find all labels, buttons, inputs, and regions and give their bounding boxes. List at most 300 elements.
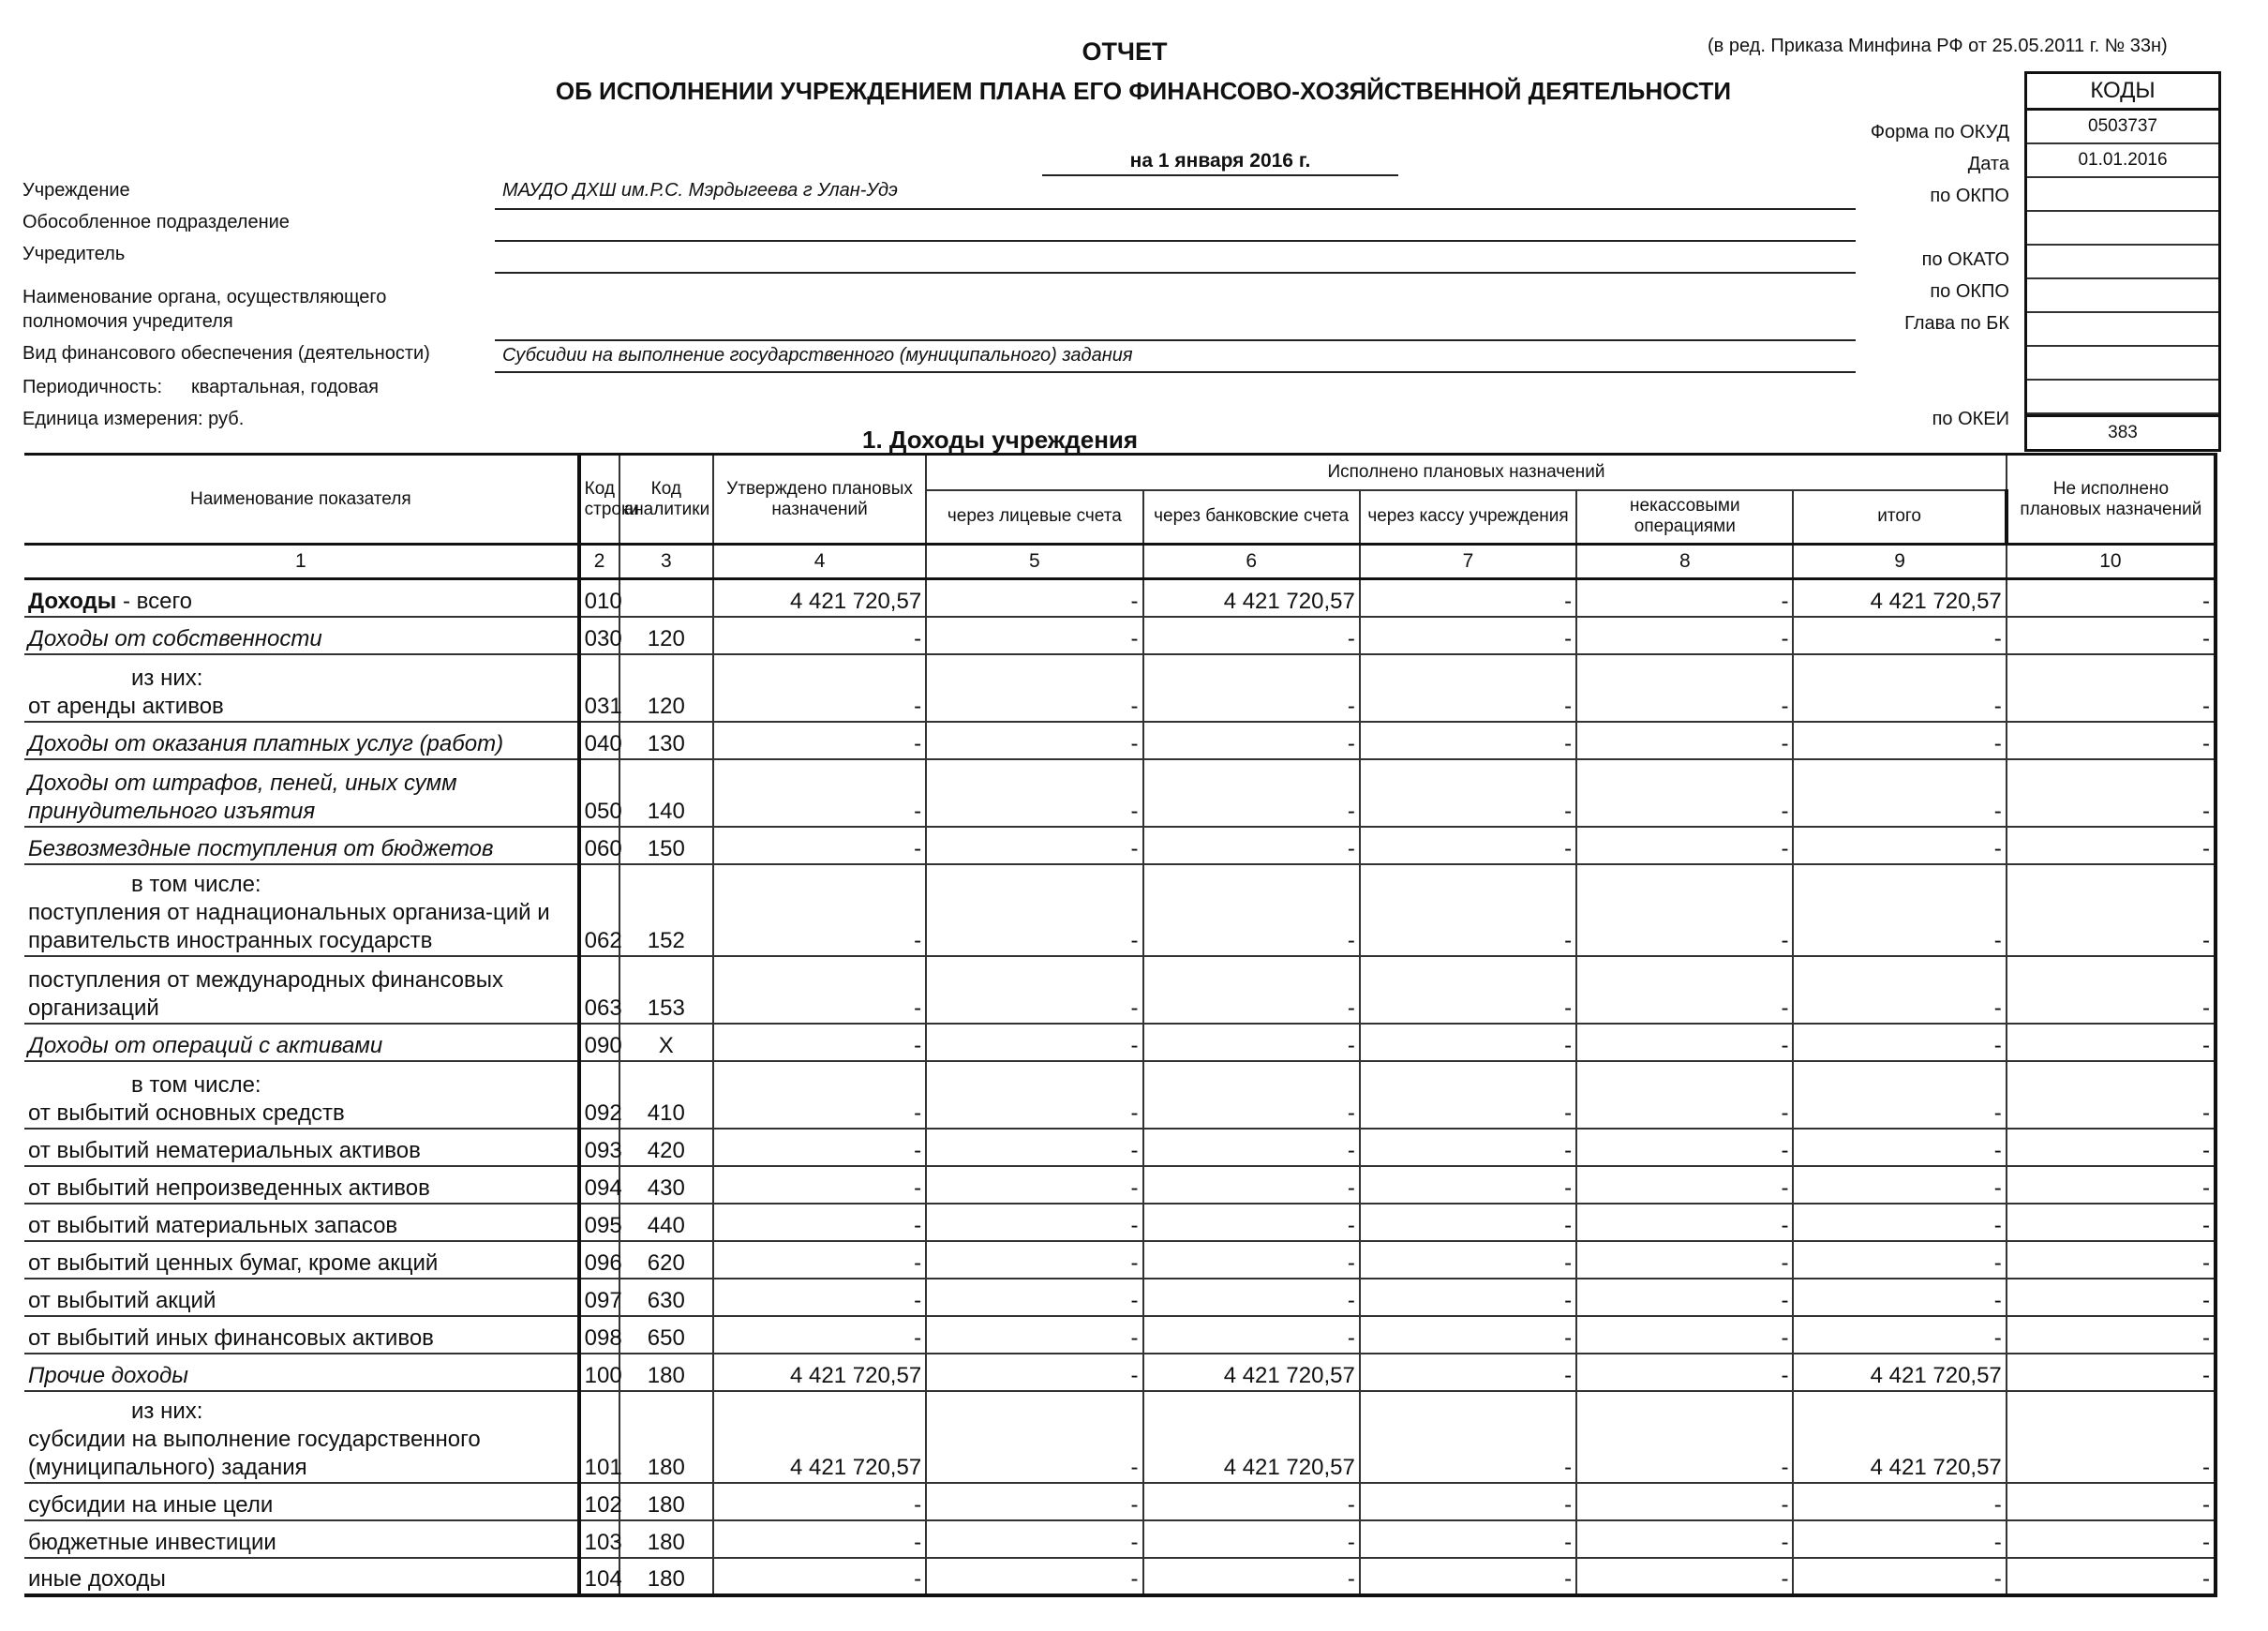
table-row: [24, 1316, 2216, 1354]
row-name: [24, 1204, 579, 1241]
finance-line: [495, 371, 1856, 373]
authority-label-1: Наименование органа, осуществляющего: [22, 287, 387, 307]
cell-total: -: [1793, 759, 2006, 827]
cell-via-personal: -: [926, 827, 1142, 864]
th-name: Наименование показателя: [24, 455, 579, 545]
row-code: 094: [579, 1166, 619, 1204]
code-label-blank2: [1691, 339, 2009, 371]
cell-via-personal: -: [926, 956, 1142, 1024]
cell-noncash: -: [1576, 654, 1793, 722]
cell-approved: -: [713, 1558, 926, 1595]
cell-approved: -: [713, 1316, 926, 1354]
row-label: от выбытий непроизведенных активов: [28, 1175, 430, 1201]
row-label: поступления от наднациональных организа-ций и правительств иностранных государств: [28, 899, 550, 953]
cell-via-bank: -: [1143, 722, 1360, 759]
edition-note: (в ред. Приказа Минфина РФ от 25.05.2011 г. № 33н): [1708, 36, 2168, 56]
cell-approved: -: [713, 864, 926, 956]
row-name: [24, 579, 579, 617]
cell-noncash: -: [1576, 579, 1793, 617]
cell-total: -: [1793, 1520, 2006, 1558]
cell-not-executed: -: [2007, 956, 2216, 1024]
cell-via-personal: -: [926, 1316, 1142, 1354]
cell-approved: -: [713, 1024, 926, 1061]
code-label-okei: по ОКЕИ: [1932, 409, 2009, 429]
cell-not-executed: -: [2007, 1483, 2216, 1520]
code-glava: [2027, 313, 2218, 347]
row-name: [24, 1354, 579, 1391]
row-code: 010: [579, 579, 619, 617]
founder-line: [495, 272, 1856, 274]
report-date: на 1 января 2016 г.: [1042, 150, 1398, 176]
cell-via-cash: -: [1360, 1391, 1576, 1483]
cell-via-bank: -: [1143, 1241, 1360, 1279]
row-code: 031: [579, 654, 619, 722]
cell-total: 4 421 720,57: [1793, 579, 2006, 617]
cell-via-personal: -: [926, 654, 1142, 722]
th-not-executed: Не исполнено плановых назначений: [2007, 455, 2216, 545]
row-label: от выбытий ценных бумаг, кроме акций: [28, 1249, 439, 1276]
codes-title: КОДЫ: [2027, 74, 2218, 111]
code-label-glava: Глава по БК: [1904, 313, 2009, 334]
cell-not-executed: -: [2007, 1129, 2216, 1166]
row-code: 050: [579, 759, 619, 827]
cell-noncash: -: [1576, 1241, 1793, 1279]
row-code: 096: [579, 1241, 619, 1279]
unit-label: Единица измерения: руб.: [22, 409, 245, 429]
institution-label: Учреждение: [22, 180, 130, 201]
table-row: [24, 579, 2216, 617]
row-analytics-code: 120: [619, 654, 713, 722]
cell-via-bank: -: [1143, 654, 1360, 722]
cell-not-executed: -: [2007, 1354, 2216, 1391]
institution-value: МАУДО ДХШ им.Р.С. Мэрдыгеева г Улан-Удэ: [502, 180, 898, 201]
cell-via-cash: -: [1360, 1241, 1576, 1279]
row-name: [24, 1483, 579, 1520]
table-body: [24, 579, 2216, 1595]
code-blank1: [2027, 212, 2218, 246]
row-code: 100: [579, 1354, 619, 1391]
row-suffix: - всего: [116, 588, 193, 614]
row-code: 060: [579, 827, 619, 864]
cell-via-cash: -: [1360, 1279, 1576, 1316]
income-table: [24, 453, 2217, 1597]
cell-via-bank: -: [1143, 1483, 1360, 1520]
cell-not-executed: -: [2007, 654, 2216, 722]
row-name: [24, 759, 579, 827]
cell-via-bank: -: [1143, 617, 1360, 654]
row-label: Доходы от штрафов, пеней, иных сумм принудительного изъятия: [28, 770, 457, 824]
row-label: поступления от международных финансовых организаций: [28, 966, 503, 1021]
cell-noncash: -: [1576, 1391, 1793, 1483]
table-row: [24, 1558, 2216, 1595]
cell-via-cash: -: [1360, 956, 1576, 1024]
row-analytics-code: 180: [619, 1558, 713, 1595]
row-analytics-code: [619, 579, 713, 617]
th-noncash: некассовыми операциями: [1576, 490, 1793, 545]
cell-approved: -: [713, 1483, 926, 1520]
th-executed-group: Исполнено плановых назначений: [926, 455, 2007, 490]
cell-via-cash: -: [1360, 1316, 1576, 1354]
cell-via-bank: -: [1143, 1024, 1360, 1061]
table-row: [24, 1129, 2216, 1166]
cell-noncash: -: [1576, 1520, 1793, 1558]
cell-noncash: -: [1576, 1279, 1793, 1316]
cell-total: -: [1793, 722, 2006, 759]
row-name: [24, 617, 579, 654]
cell-via-personal: -: [926, 1279, 1142, 1316]
cell-via-personal: -: [926, 617, 1142, 654]
code-blank2: [2027, 347, 2218, 381]
cell-noncash: -: [1576, 956, 1793, 1024]
code-label-okud: Форма по ОКУД: [1870, 122, 2009, 142]
row-code: 098: [579, 1316, 619, 1354]
row-analytics-code: 440: [619, 1204, 713, 1241]
periodicity-value: квартальная, годовая: [191, 377, 379, 397]
cell-noncash: -: [1576, 1061, 1793, 1129]
code-label-okpo: по ОКПО: [1930, 186, 2009, 206]
code-okato: [2027, 246, 2218, 279]
table-row: [24, 956, 2216, 1024]
row-name: [24, 827, 579, 864]
cell-via-bank: 4 421 720,57: [1143, 579, 1360, 617]
th-approved: Утверждено плановых назначений: [713, 455, 926, 545]
table-row: [24, 1483, 2216, 1520]
cell-via-cash: -: [1360, 1024, 1576, 1061]
finance-value: Субсидии на выполнение государственного (муниципального) задания: [502, 345, 1133, 366]
division-line: [495, 240, 1856, 242]
cell-via-cash: -: [1360, 1166, 1576, 1204]
row-code: 095: [579, 1204, 619, 1241]
row-code: 030: [579, 617, 619, 654]
row-code: 092: [579, 1061, 619, 1129]
row-name: [24, 1241, 579, 1279]
row-prefix: в том числе:: [131, 871, 261, 897]
cell-not-executed: -: [2007, 1204, 2216, 1241]
row-name: [24, 654, 579, 722]
th-num-3: 3: [619, 545, 713, 579]
cell-via-personal: -: [926, 1391, 1142, 1483]
cell-not-executed: -: [2007, 1024, 2216, 1061]
row-code: 097: [579, 1279, 619, 1316]
row-code: 103: [579, 1520, 619, 1558]
cell-via-cash: -: [1360, 759, 1576, 827]
cell-via-cash: -: [1360, 617, 1576, 654]
cell-total: -: [1793, 1129, 2006, 1166]
cell-total: -: [1793, 1061, 2006, 1129]
cell-via-personal: -: [926, 1241, 1142, 1279]
table-row: [24, 1354, 2216, 1391]
cell-not-executed: -: [2007, 1391, 2216, 1483]
cell-via-personal: -: [926, 1558, 1142, 1595]
cell-total: -: [1793, 654, 2006, 722]
row-code: 093: [579, 1129, 619, 1166]
table-row: [24, 1024, 2216, 1061]
cell-approved: -: [713, 956, 926, 1024]
cell-via-bank: -: [1143, 759, 1360, 827]
cell-via-bank: -: [1143, 864, 1360, 956]
code-label-okato: по ОКАТО: [1921, 249, 2009, 270]
code-okpo2: [2027, 279, 2218, 313]
cell-total: -: [1793, 1204, 2006, 1241]
cell-via-personal: -: [926, 722, 1142, 759]
cell-noncash: -: [1576, 759, 1793, 827]
table-row: [24, 1391, 2216, 1483]
cell-via-personal: -: [926, 579, 1142, 617]
row-prefix: в том числе:: [131, 1071, 261, 1098]
cell-via-personal: -: [926, 1129, 1142, 1166]
row-analytics-code: 180: [619, 1520, 713, 1558]
codes-labels: [1691, 116, 2009, 435]
cell-not-executed: -: [2007, 579, 2216, 617]
cell-via-personal: -: [926, 759, 1142, 827]
code-okei: 383: [2027, 414, 2218, 449]
cell-approved: -: [713, 1204, 926, 1241]
row-label: от выбытий основных средств: [28, 1100, 345, 1126]
row-analytics-code: 150: [619, 827, 713, 864]
table-row: [24, 1520, 2216, 1558]
cell-total: -: [1793, 956, 2006, 1024]
code-blank3: [2027, 381, 2218, 414]
cell-total: -: [1793, 1558, 2006, 1595]
cell-total: -: [1793, 617, 2006, 654]
row-label: субсидии на выполнение государственного (муниципального) задания: [28, 1426, 481, 1480]
th-via-personal: через лицевые счета: [926, 490, 1142, 545]
row-analytics-code: 140: [619, 759, 713, 827]
cell-total: -: [1793, 1483, 2006, 1520]
th-via-cash: через кассу учреждения: [1360, 490, 1576, 545]
cell-noncash: -: [1576, 1204, 1793, 1241]
codes-box: [2024, 71, 2221, 452]
row-analytics-code: 410: [619, 1061, 713, 1129]
cell-via-cash: -: [1360, 1558, 1576, 1595]
row-name: [24, 1558, 579, 1595]
cell-not-executed: -: [2007, 1316, 2216, 1354]
row-code: 101: [579, 1391, 619, 1483]
cell-approved: 4 421 720,57: [713, 579, 926, 617]
cell-via-personal: -: [926, 1483, 1142, 1520]
code-label-okpo2: по ОКПО: [1930, 281, 2009, 302]
row-code: 040: [579, 722, 619, 759]
row-code: 063: [579, 956, 619, 1024]
cell-via-personal: -: [926, 1520, 1142, 1558]
row-analytics-code: 430: [619, 1166, 713, 1204]
cell-via-cash: -: [1360, 1061, 1576, 1129]
row-name: [24, 1166, 579, 1204]
row-name: [24, 1024, 579, 1061]
cell-total: 4 421 720,57: [1793, 1391, 2006, 1483]
cell-approved: 4 421 720,57: [713, 1391, 926, 1483]
cell-via-personal: -: [926, 1354, 1142, 1391]
cell-not-executed: -: [2007, 1241, 2216, 1279]
th-num-4: 4: [713, 545, 926, 579]
cell-approved: -: [713, 722, 926, 759]
row-label: Доходы от операций с активами: [28, 1032, 383, 1058]
row-label: бюджетные инвестиции: [28, 1529, 276, 1555]
code-date: 01.01.2016: [2027, 144, 2218, 178]
row-analytics-code: 180: [619, 1483, 713, 1520]
row-code: 090: [579, 1024, 619, 1061]
cell-via-cash: -: [1360, 1204, 1576, 1241]
th-code-row: Код строки: [579, 455, 619, 545]
th-num-10: 10: [2007, 545, 2216, 579]
cell-not-executed: -: [2007, 1166, 2216, 1204]
row-label: от выбытий иных финансовых активов: [28, 1324, 434, 1351]
cell-total: -: [1793, 1241, 2006, 1279]
th-num-5: 5: [926, 545, 1142, 579]
cell-total: -: [1793, 1166, 2006, 1204]
code-label-date: Дата: [1967, 154, 2009, 174]
cell-total: -: [1793, 1024, 2006, 1061]
cell-via-bank: -: [1143, 1279, 1360, 1316]
cell-via-personal: -: [926, 864, 1142, 956]
table-row: [24, 1061, 2216, 1129]
cell-via-cash: -: [1360, 864, 1576, 956]
cell-via-bank: -: [1143, 1129, 1360, 1166]
th-num-7: 7: [1360, 545, 1576, 579]
row-prefix: из них:: [131, 665, 203, 691]
authority-label-2: полномочия учредителя: [22, 311, 233, 332]
row-analytics-code: Х: [619, 1024, 713, 1061]
cell-not-executed: -: [2007, 617, 2216, 654]
row-name: [24, 1129, 579, 1166]
row-name: [24, 1061, 579, 1129]
table-row: [24, 1166, 2216, 1204]
table-row: [24, 617, 2216, 654]
row-name: [24, 956, 579, 1024]
cell-not-executed: -: [2007, 722, 2216, 759]
cell-not-executed: -: [2007, 1558, 2216, 1595]
table-row: [24, 1279, 2216, 1316]
cell-via-personal: -: [926, 1061, 1142, 1129]
cell-noncash: -: [1576, 1166, 1793, 1204]
cell-not-executed: -: [2007, 827, 2216, 864]
cell-via-cash: -: [1360, 827, 1576, 864]
row-label: Доходы от собственности: [28, 625, 322, 651]
th-via-bank: через банковские счета: [1143, 490, 1360, 545]
cell-approved: -: [713, 759, 926, 827]
cell-not-executed: -: [2007, 1520, 2216, 1558]
code-label-blank3: [1691, 371, 2009, 403]
cell-not-executed: -: [2007, 864, 2216, 956]
cell-approved: -: [713, 1129, 926, 1166]
cell-via-personal: -: [926, 1024, 1142, 1061]
th-code-anal: Код аналитики: [619, 455, 713, 545]
th-num-6: 6: [1143, 545, 1360, 579]
row-label: субсидии на иные цели: [28, 1491, 274, 1518]
cell-noncash: -: [1576, 827, 1793, 864]
periodicity-label: Периодичность:: [22, 377, 163, 397]
row-label: Доходы: [28, 588, 117, 614]
cell-noncash: -: [1576, 617, 1793, 654]
row-label: Доходы от оказания платных услуг (работ): [28, 730, 504, 756]
cell-via-bank: -: [1143, 1061, 1360, 1129]
row-code: 102: [579, 1483, 619, 1520]
founder-label: Учредитель: [22, 244, 126, 264]
code-label-blank1: [1691, 212, 2009, 244]
cell-via-personal: -: [926, 1204, 1142, 1241]
cell-via-bank: 4 421 720,57: [1143, 1391, 1360, 1483]
code-okpo: [2027, 178, 2218, 212]
th-num-8: 8: [1576, 545, 1793, 579]
row-analytics-code: 120: [619, 617, 713, 654]
cell-via-cash: -: [1360, 1483, 1576, 1520]
cell-total: -: [1793, 827, 2006, 864]
cell-noncash: -: [1576, 1558, 1793, 1595]
cell-noncash: -: [1576, 1129, 1793, 1166]
division-label: Обособленное подразделение: [22, 212, 290, 232]
row-analytics-code: 420: [619, 1129, 713, 1166]
table-row: [24, 827, 2216, 864]
cell-via-cash: -: [1360, 1520, 1576, 1558]
section-title: 1. Доходы учреждения: [862, 426, 1139, 454]
cell-approved: -: [713, 617, 926, 654]
cell-via-bank: 4 421 720,57: [1143, 1354, 1360, 1391]
row-label: Безвозмездные поступления от бюджетов: [28, 835, 494, 861]
institution-line: [495, 208, 1856, 210]
cell-noncash: -: [1576, 722, 1793, 759]
cell-total: -: [1793, 864, 2006, 956]
cell-total: -: [1793, 1316, 2006, 1354]
cell-via-cash: -: [1360, 579, 1576, 617]
cell-total: -: [1793, 1279, 2006, 1316]
report-subtitle: ОБ ИСПОЛНЕНИИ УЧРЕЖДЕНИЕМ ПЛАНА ЕГО ФИНАНСОВО-ХОЗЯЙСТВЕННОЙ ДЕЯТЕЛЬНОСТИ: [555, 77, 1732, 105]
row-analytics-code: 650: [619, 1316, 713, 1354]
row-label: Прочие доходы: [28, 1362, 188, 1388]
code-okud: 0503737: [2027, 111, 2218, 144]
table-row: [24, 722, 2216, 759]
cell-via-bank: -: [1143, 827, 1360, 864]
row-code: 062: [579, 864, 619, 956]
table-row: [24, 759, 2216, 827]
row-analytics-code: 180: [619, 1391, 713, 1483]
row-label: от выбытий нематериальных активов: [28, 1137, 421, 1163]
finance-label: Вид финансового обеспечения (деятельности): [22, 343, 430, 364]
cell-via-bank: -: [1143, 1520, 1360, 1558]
cell-via-bank: -: [1143, 1166, 1360, 1204]
row-label: от выбытий акций: [28, 1287, 216, 1313]
cell-noncash: -: [1576, 1316, 1793, 1354]
cell-approved: -: [713, 1520, 926, 1558]
cell-approved: -: [713, 1241, 926, 1279]
row-label: от выбытий материальных запасов: [28, 1212, 398, 1238]
row-analytics-code: 630: [619, 1279, 713, 1316]
cell-via-bank: -: [1143, 1316, 1360, 1354]
table-row: [24, 1241, 2216, 1279]
cell-approved: 4 421 720,57: [713, 1354, 926, 1391]
row-analytics-code: 153: [619, 956, 713, 1024]
row-label: от аренды активов: [28, 693, 224, 719]
cell-total: 4 421 720,57: [1793, 1354, 2006, 1391]
cell-via-cash: -: [1360, 722, 1576, 759]
table-row: [24, 654, 2216, 722]
cell-via-personal: -: [926, 1166, 1142, 1204]
row-name: [24, 722, 579, 759]
cell-not-executed: -: [2007, 759, 2216, 827]
cell-noncash: -: [1576, 1354, 1793, 1391]
cell-noncash: -: [1576, 1483, 1793, 1520]
cell-via-bank: -: [1143, 956, 1360, 1024]
row-analytics-code: 152: [619, 864, 713, 956]
authority-line: [495, 339, 1856, 341]
row-prefix: из них:: [131, 1398, 203, 1424]
report-title: ОТЧЕТ: [1082, 37, 1168, 66]
row-name: [24, 1316, 579, 1354]
th-num-9: 9: [1793, 545, 2006, 579]
cell-not-executed: -: [2007, 1279, 2216, 1316]
cell-not-executed: -: [2007, 1061, 2216, 1129]
row-analytics-code: 180: [619, 1354, 713, 1391]
th-num-2: 2: [579, 545, 619, 579]
